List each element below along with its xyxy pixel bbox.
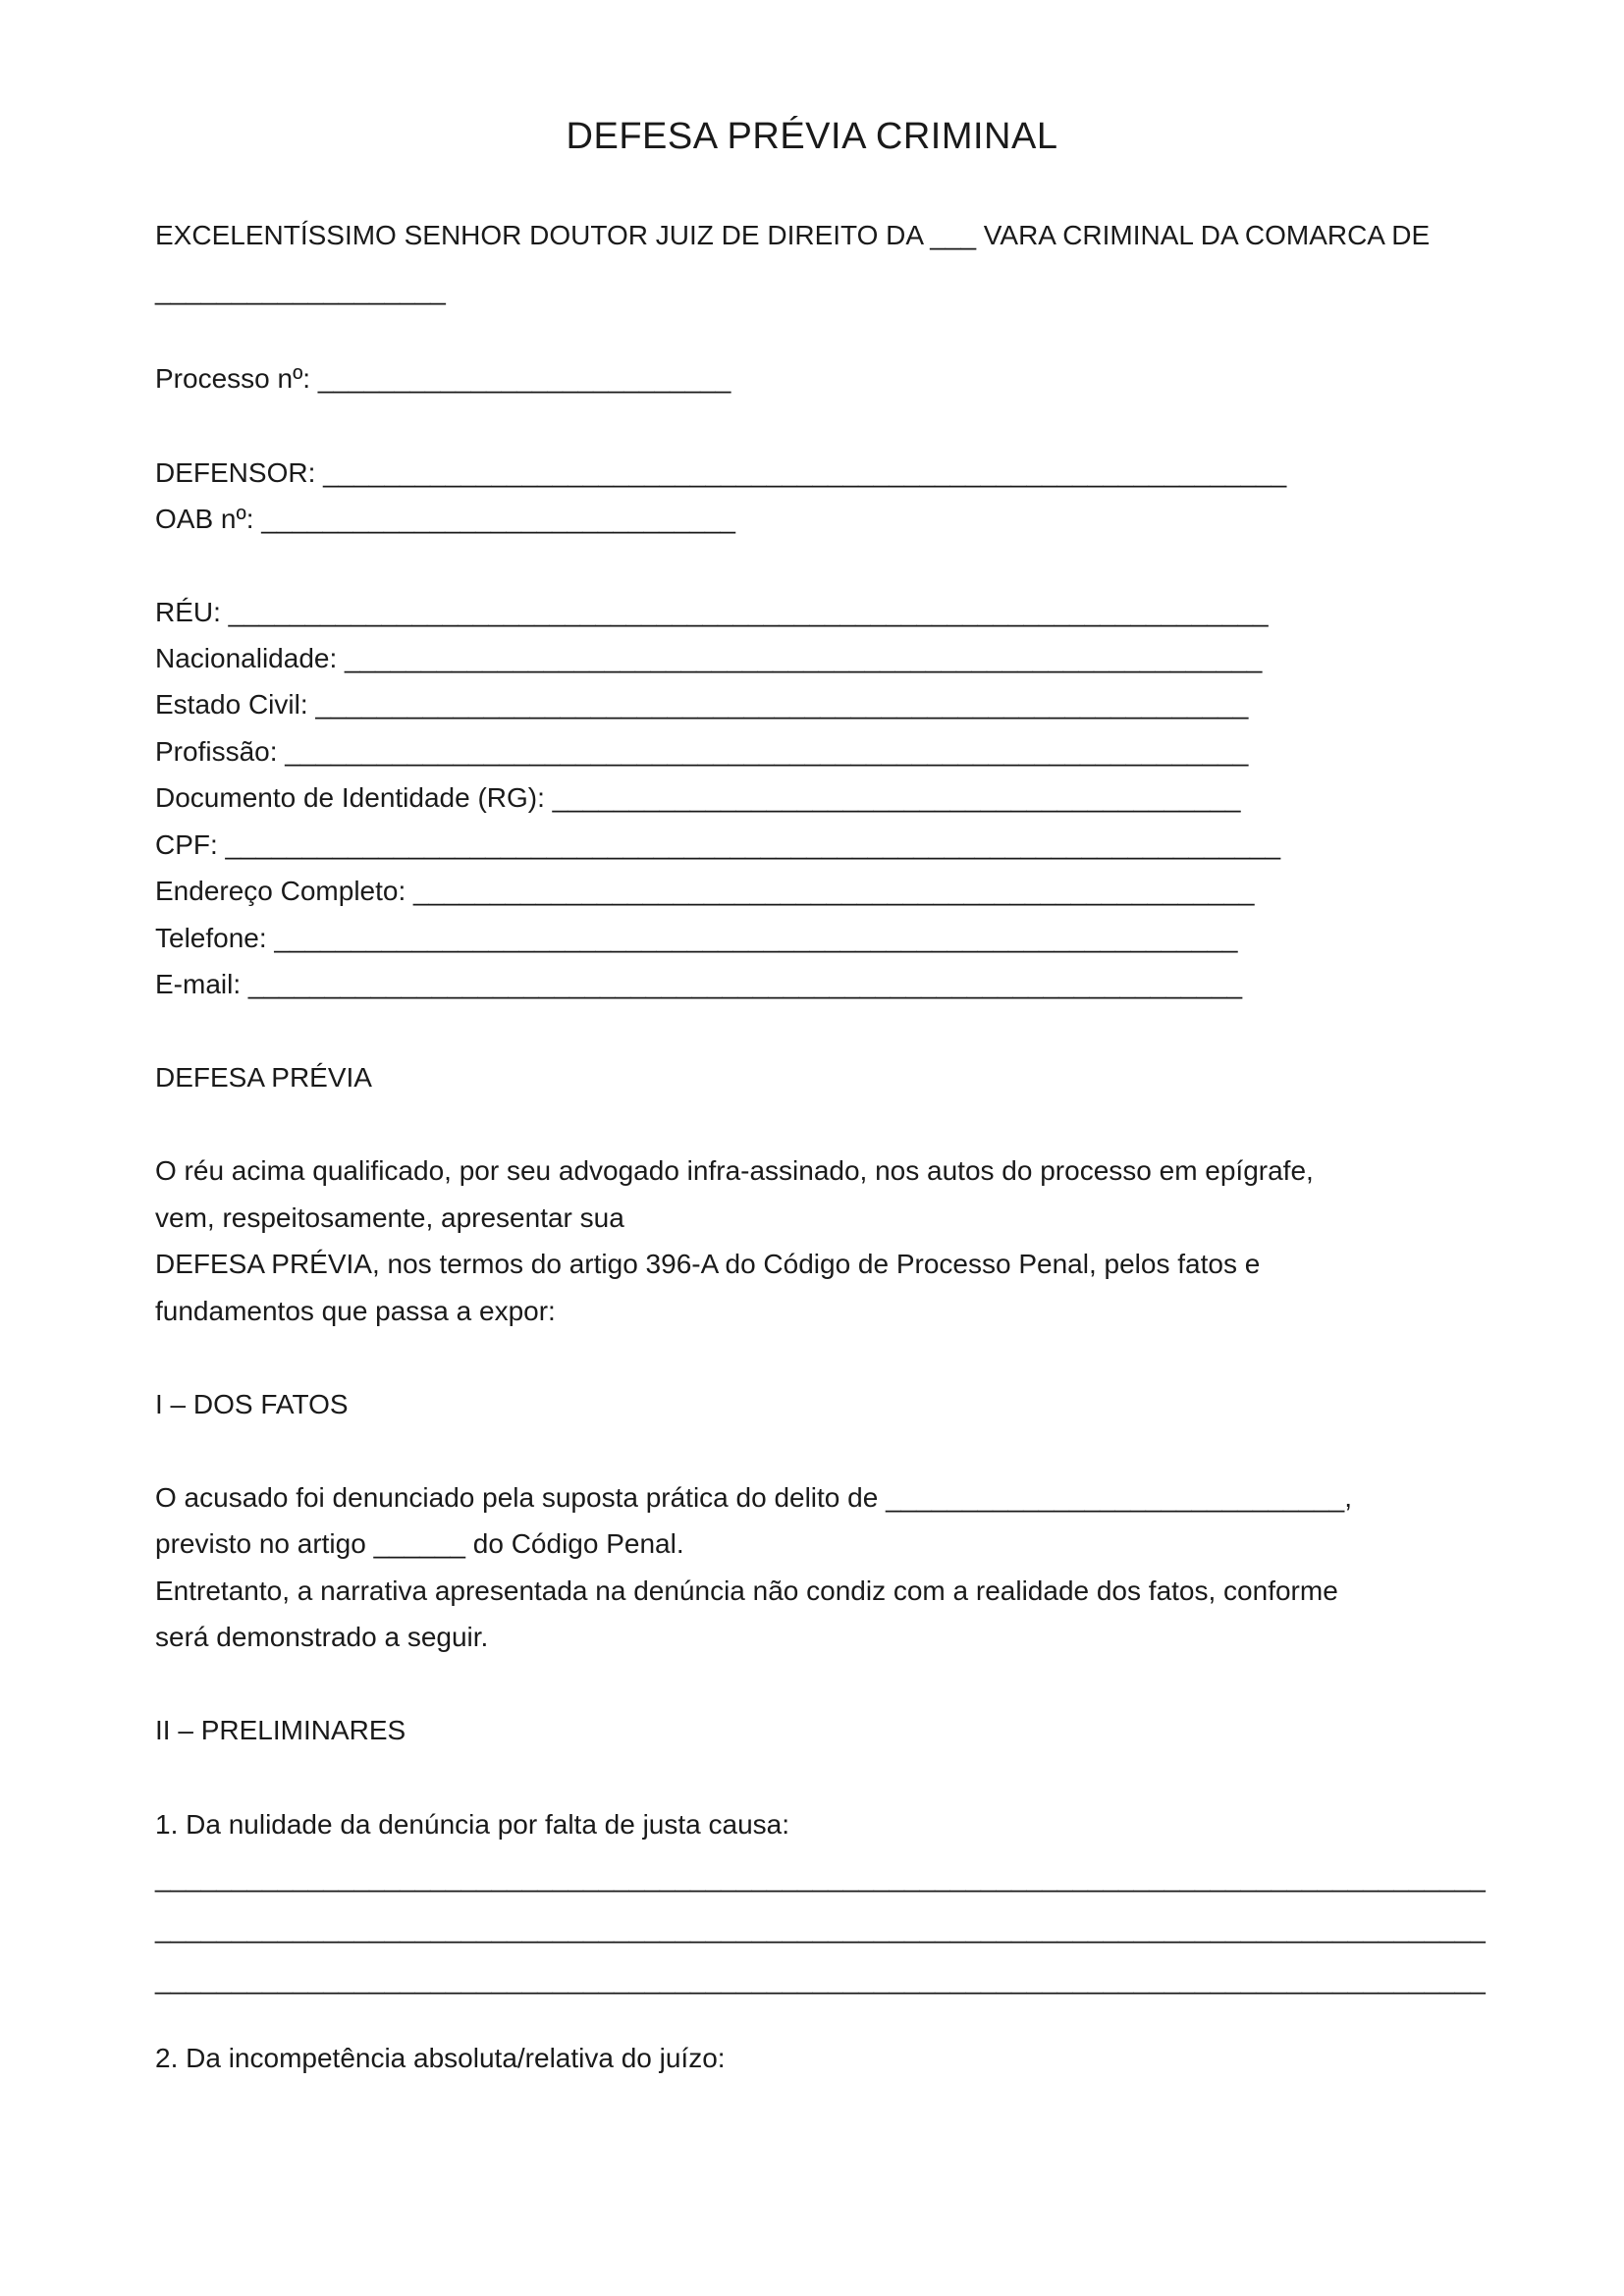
section-preliminares-heading: II – PRELIMINARES	[155, 1715, 406, 1745]
intro-line-2: vem, respeitosamente, apresentar sua	[155, 1202, 624, 1233]
processo-field: Processo nº: ___________________________	[155, 363, 731, 394]
defensor-field: DEFENSOR: _______________________________________________________________	[155, 457, 1287, 488]
cpf-field: CPF: _____________________________________________________________________	[155, 829, 1281, 860]
document-title: DEFESA PRÉVIA CRIMINAL	[566, 116, 1058, 157]
intro-line-3: DEFESA PRÉVIA, nos termos do artigo 396-A do Código de Processo Penal, pelos fatos e	[155, 1249, 1261, 1279]
section-defesa-heading: DEFESA PRÉVIA	[155, 1062, 372, 1093]
oab-field: OAB nº: _______________________________	[155, 504, 736, 534]
email-field: E-mail: _________________________________________________________________	[155, 969, 1243, 999]
fatos-line-3: Entretanto, a narrativa apresentada na denúncia não condiz com a realidade dos fatos, conforme	[155, 1575, 1338, 1606]
intro-line-4: fundamentos que passa a expor:	[155, 1296, 556, 1326]
endereco-field: Endereço Completo: _______________________________________________________	[155, 876, 1255, 906]
blank-writing-line: _______________________________________________________________________________________	[155, 1964, 1486, 1995]
preliminar-1-heading: 1. Da nulidade da denúncia por falta de justa causa:	[155, 1809, 790, 1840]
estado-civil-field: Estado Civil: _____________________________________________________________	[155, 689, 1249, 720]
fatos-line-1: O acusado foi denunciado pela suposta prática do delito de ______________________________,	[155, 1482, 1353, 1513]
profissao-field: Profissão: _______________________________________________________________	[155, 736, 1249, 767]
documento-field: Documento de Identidade (RG): _____________________________________________	[155, 782, 1241, 813]
intro-line-1: O réu acima qualificado, por seu advogado infra-assinado, nos autos do processo em epígrafe,	[155, 1155, 1314, 1186]
reu-field: RÉU: ____________________________________________________________________	[155, 597, 1269, 627]
telefone-field: Telefone: _______________________________________________________________	[155, 923, 1238, 953]
blank-writing-line: _______________________________________________________________________________________	[155, 1913, 1486, 1944]
blank-writing-line: _______________________________________________________________________________________	[155, 1862, 1486, 1893]
fatos-line-2: previsto no artigo ______ do Código Penal.	[155, 1528, 684, 1559]
fatos-line-4: será demonstrado a seguir.	[155, 1622, 489, 1652]
section-fatos-heading: I – DOS FATOS	[155, 1389, 349, 1419]
nacionalidade-field: Nacionalidade: ____________________________________________________________	[155, 643, 1263, 673]
preliminar-2-heading: 2. Da incompetência absoluta/relativa do juízo:	[155, 2043, 726, 2073]
addressee-blank: ___________________	[155, 275, 446, 305]
addressee-line: EXCELENTÍSSIMO SENHOR DOUTOR JUIZ DE DIREITO DA ___ VARA CRIMINAL DA COMARCA DE	[155, 220, 1431, 250]
